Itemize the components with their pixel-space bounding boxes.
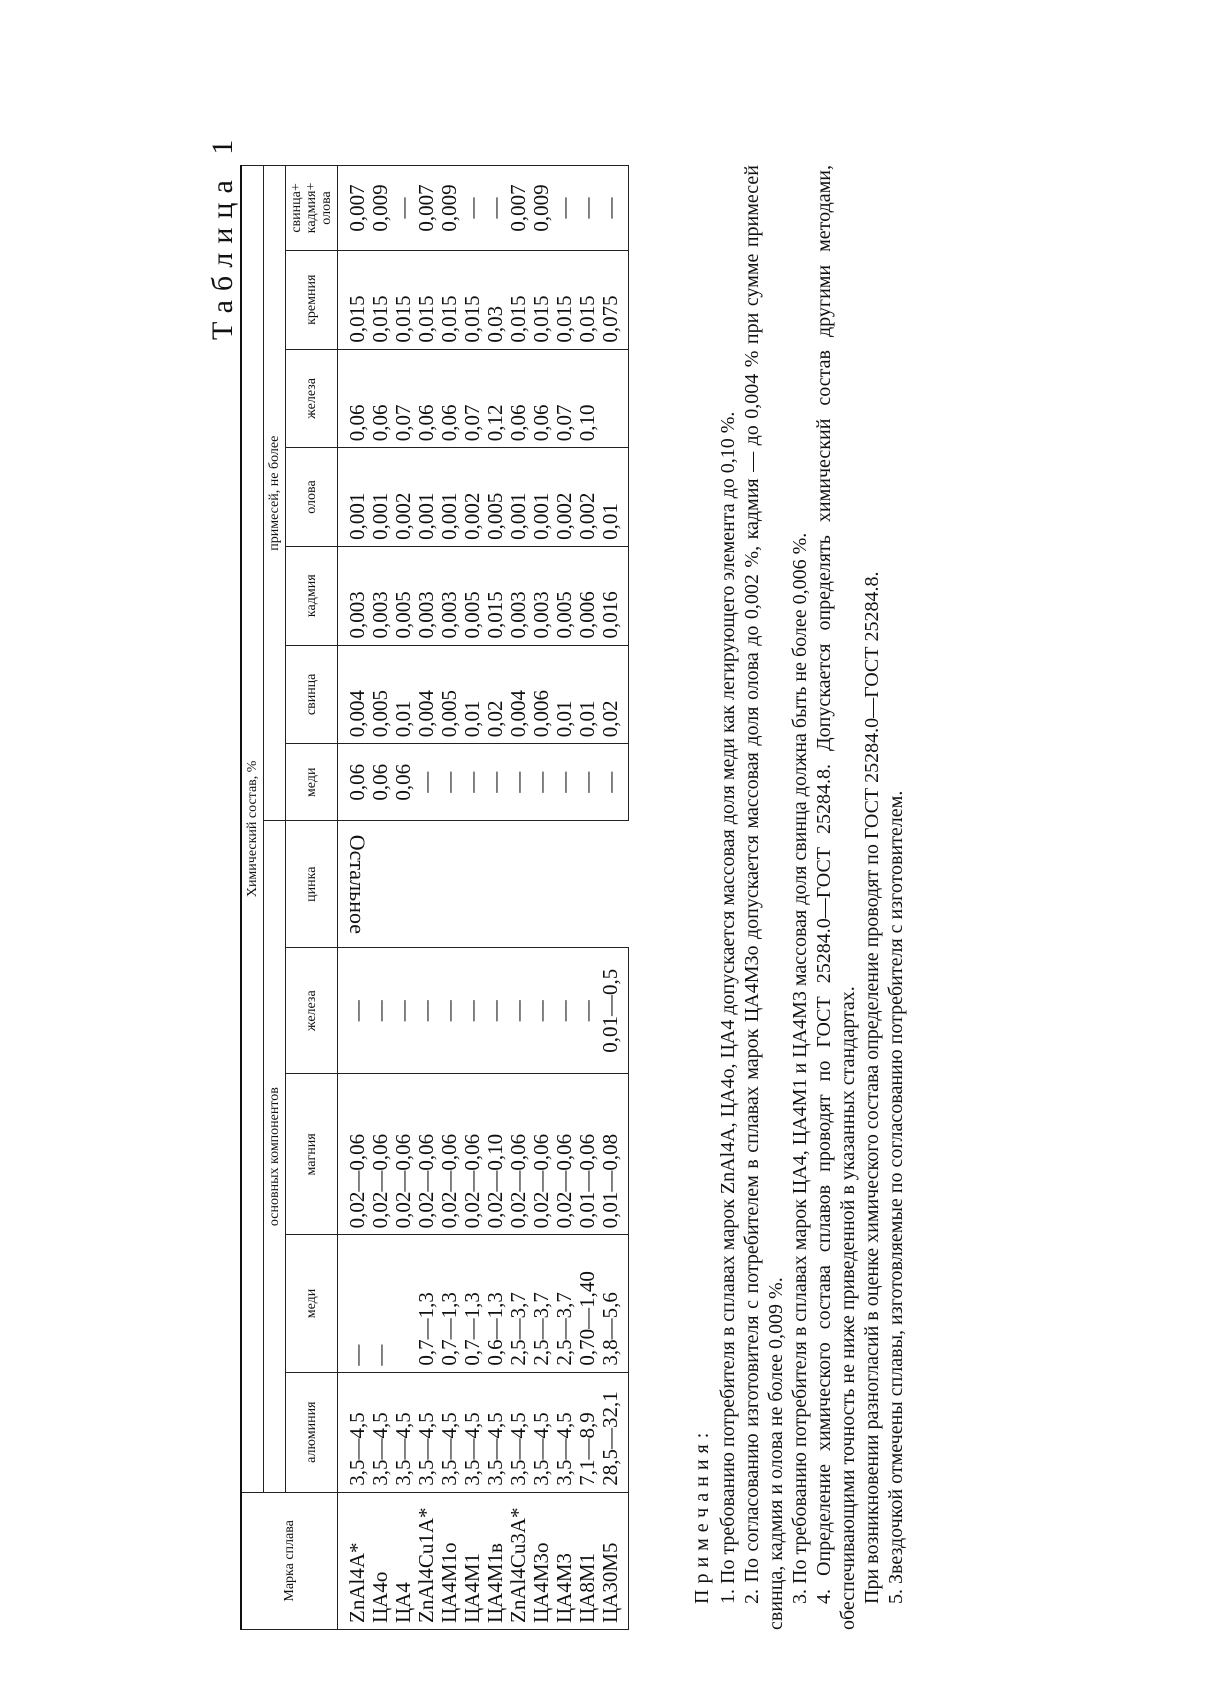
cell-cd: 0,016 xyxy=(599,546,629,645)
cell-grade: ZnAl4A* xyxy=(338,1492,370,1629)
cell-si: 0,03 xyxy=(484,250,507,349)
cell-cd: 0,003 xyxy=(338,546,370,645)
note-item: 5. Звездочкой отмечены сплавы, изготовляемые по согласованию потребителя с изготовителем. xyxy=(885,790,907,1604)
cell-mg: 0,02—0,06 xyxy=(369,1074,392,1235)
cell-sn: 0,002 xyxy=(392,448,415,547)
cell-cu: 0,70—1,40 xyxy=(576,1235,599,1372)
cell-sum: — xyxy=(461,166,484,251)
cell-imp-cu: — xyxy=(484,744,507,821)
cell-si: 0,015 xyxy=(507,250,530,349)
cell-sn: 0,001 xyxy=(415,448,438,547)
cell-imp-cu: 0,06 xyxy=(369,744,392,821)
cell-imp-fe: 0,10 xyxy=(576,349,599,448)
cell-cu: 0,7—1,3 xyxy=(438,1235,461,1372)
cell-al: 28,5—32,1 xyxy=(599,1372,629,1492)
cell-mg: 0,02—0,06 xyxy=(507,1074,530,1235)
cell-al: 3,5—4,5 xyxy=(415,1372,438,1492)
cell-imp-cu: — xyxy=(553,744,576,821)
cell-imp-cu: 0,06 xyxy=(392,744,415,821)
cell-mg: 0,02—0,06 xyxy=(338,1074,370,1235)
header-grade: Марка сплава xyxy=(241,1492,338,1629)
cell-mg: 0,02—0,06 xyxy=(392,1074,415,1235)
cell-sn: 0,01 xyxy=(599,448,629,547)
cell-al: 3,5—4,5 xyxy=(338,1372,370,1492)
cell-sum: — xyxy=(553,166,576,251)
cell-cu: 0,7—1,3 xyxy=(415,1235,438,1372)
header-col-fe: железа xyxy=(286,947,338,1074)
cell-cd: 0,005 xyxy=(553,546,576,645)
composition-table xyxy=(240,165,629,1630)
cell-sum: — xyxy=(599,166,629,251)
cell-sum: 0,009 xyxy=(438,166,461,251)
cell-fe: — xyxy=(392,947,415,1074)
header-col-cd: кадмия xyxy=(286,546,338,645)
cell-al: 3,5—4,5 xyxy=(438,1372,461,1492)
cell-sum: — xyxy=(576,166,599,251)
cell-imp-cu: — xyxy=(576,744,599,821)
cell-pb: 0,004 xyxy=(338,645,370,744)
cell-mg: 0,02—0,06 xyxy=(438,1074,461,1235)
cell-imp-fe: 0,06 xyxy=(530,349,553,448)
cell-grade: ZnAl4Cu3A* xyxy=(507,1492,530,1629)
header-col-mg: магния xyxy=(286,1074,338,1235)
cell-cu: 2,5—3,7 xyxy=(507,1235,530,1372)
cell-pb: 0,02 xyxy=(484,645,507,744)
cell-grade: ЦА4М1о xyxy=(438,1492,461,1629)
note-item: 4. Определение химического состава сплавов проводят по ГОСТ 25284.0—ГОСТ 25284.8. Допускается определять химический состав другими методами, обеспечивающими точность не ниже приведенной в указанных стандартах. xyxy=(813,165,859,1630)
note-item: 1. По требованию потребителя в сплавах марок ZnAl4A, ЦА4о, ЦА4 допускается массовая доля меди как легирующего элемента до 0,10 %. xyxy=(717,411,739,1604)
cell-sn: 0,002 xyxy=(461,448,484,547)
cell-cd: 0,003 xyxy=(530,546,553,645)
cell-cd: 0,015 xyxy=(484,546,507,645)
cell-fe: — xyxy=(484,947,507,1074)
cell-cd: 0,003 xyxy=(415,546,438,645)
cell-mg: 0,02—0,06 xyxy=(553,1074,576,1235)
cell-cd: 0,005 xyxy=(461,546,484,645)
cell-cu: 0,6—1,3 xyxy=(484,1235,507,1372)
cell-pb: 0,01 xyxy=(392,645,415,744)
table-row xyxy=(338,166,370,1630)
cell-imp-fe: 0,06 xyxy=(507,349,530,448)
cell-sn: 0,005 xyxy=(484,448,507,547)
cell-pb: 0,005 xyxy=(369,645,392,744)
cell-fe: — xyxy=(415,947,438,1074)
cell-fe: — xyxy=(507,947,530,1074)
cell-cu: 2,5—3,7 xyxy=(530,1235,553,1372)
cell-cd: 0,003 xyxy=(369,546,392,645)
cell-sum: — xyxy=(392,166,415,251)
cell-sn: 0,002 xyxy=(553,448,576,547)
cell-grade: ЦА4М1 xyxy=(461,1492,484,1629)
cell-mg: 0,02—0,06 xyxy=(415,1074,438,1235)
cell-zn-balance xyxy=(338,821,629,948)
cell-sum: 0,007 xyxy=(338,166,370,251)
cell-imp-fe: 0,06 xyxy=(369,349,392,448)
cell-mg: 0,01—0,08 xyxy=(599,1074,629,1235)
header-col-si: кремния xyxy=(286,250,338,349)
cell-cd: 0,003 xyxy=(507,546,530,645)
cell-sum: 0,009 xyxy=(369,166,392,251)
cell-si: 0,015 xyxy=(461,250,484,349)
cell-si: 0,015 xyxy=(338,250,370,349)
header-impurity-group: примесей, не более xyxy=(264,166,286,821)
cell-si: 0,015 xyxy=(553,250,576,349)
cell-grade: ЦА4М1в xyxy=(484,1492,507,1629)
zinc-balance-label: Остальное xyxy=(345,834,370,934)
cell-si: 0,015 xyxy=(392,250,415,349)
header-chem: Химический состав, % xyxy=(241,166,264,1493)
cell-pb: 0,004 xyxy=(507,645,530,744)
cell-sn: 0,001 xyxy=(530,448,553,547)
cell-sum: 0,007 xyxy=(415,166,438,251)
cell-imp-cu: 0,06 xyxy=(338,744,370,821)
table-caption: Таблица 1 xyxy=(206,130,239,340)
cell-imp-cu: — xyxy=(438,744,461,821)
cell-sn: 0,001 xyxy=(338,448,370,547)
cell-imp-cu: — xyxy=(415,744,438,821)
cell-sn: 0,002 xyxy=(576,448,599,547)
cell-fe: — xyxy=(530,947,553,1074)
header-col-imp-cu: меди xyxy=(286,744,338,821)
cell-si: 0,015 xyxy=(576,250,599,349)
cell-imp-fe: 0,07 xyxy=(461,349,484,448)
cell-si: 0,015 xyxy=(438,250,461,349)
cell-cd: 0,003 xyxy=(438,546,461,645)
cell-fe: — xyxy=(576,947,599,1074)
cell-grade: ЦА4М3 xyxy=(553,1492,576,1629)
rotated-page xyxy=(110,70,1110,1630)
cell-pb: 0,02 xyxy=(599,645,629,744)
cell-cd: 0,005 xyxy=(392,546,415,645)
cell-al: 3,5—4,5 xyxy=(553,1372,576,1492)
cell-si: 0,075 xyxy=(599,250,629,349)
cell-imp-cu: — xyxy=(461,744,484,821)
cell-pb: 0,01 xyxy=(461,645,484,744)
cell-grade: ЦА4о xyxy=(369,1492,392,1629)
cell-fe: — xyxy=(461,947,484,1074)
cell-grade: ЦА4 xyxy=(392,1492,415,1629)
note-item: При возникновении разногласий в оценке химического состава определение проводят по ГОСТ 25284.0—ГОСТ 25284.8. xyxy=(861,571,883,1604)
note-item: 3. По требованию потребителя в сплавах марок ЦА4, ЦА4М1 и ЦА4М3 массовая доля свинца должна быть не более 0,006 %. xyxy=(789,532,811,1604)
cell-fe: 0,01—0,5 xyxy=(599,947,629,1074)
header-col-al: алюминия xyxy=(286,1372,338,1492)
cell-imp-cu: — xyxy=(530,744,553,821)
cell-sn: 0,001 xyxy=(438,448,461,547)
header-col-sum: свинца+ кадмия+ олова xyxy=(286,166,338,251)
cell-imp-fe: 0,12 xyxy=(484,349,507,448)
cell-al: 3,5—4,5 xyxy=(530,1372,553,1492)
cell-al: 3,5—4,5 xyxy=(369,1372,392,1492)
notes-heading: Примечания: xyxy=(691,1426,713,1604)
cell-sn: 0,001 xyxy=(507,448,530,547)
cell-mg: 0,02—0,06 xyxy=(530,1074,553,1235)
cell-al: 3,5—4,5 xyxy=(461,1372,484,1492)
cell-imp-fe: 0,06 xyxy=(338,349,370,448)
cell-cu: 3,8—5,6 xyxy=(599,1235,629,1372)
header-col-sn: олова xyxy=(286,448,338,547)
cell-fe: — xyxy=(369,947,392,1074)
cell-al: 3,5—4,5 xyxy=(484,1372,507,1492)
cell-mg: 0,02—0,06 xyxy=(461,1074,484,1235)
cell-cu: — xyxy=(369,1235,392,1372)
cell-imp-fe: 0,07 xyxy=(553,349,576,448)
cell-cu: 2,5—3,7 xyxy=(553,1235,576,1372)
header-col-pb: свинца xyxy=(286,645,338,744)
cell-grade: ЦА8М1 xyxy=(576,1492,599,1629)
cell-grade: ЦА4М3о xyxy=(530,1492,553,1629)
cell-grade: ЦА30М5 xyxy=(599,1492,629,1629)
cell-pb: 0,005 xyxy=(438,645,461,744)
cell-imp-cu: — xyxy=(507,744,530,821)
cell-sum: — xyxy=(484,166,507,251)
cell-imp-fe: 0,07 xyxy=(392,349,415,448)
cell-imp-fe: 0,06 xyxy=(438,349,461,448)
cell-pb: 0,01 xyxy=(576,645,599,744)
cell-fe: — xyxy=(338,947,370,1074)
cell-pb: 0,004 xyxy=(415,645,438,744)
cell-al: 7,1—8,9 xyxy=(576,1372,599,1492)
cell-mg: 0,01—0,06 xyxy=(576,1074,599,1235)
header-col-imp-fe: железа xyxy=(286,349,338,448)
cell-si: 0,015 xyxy=(530,250,553,349)
header-col-zn: цинка xyxy=(286,821,338,948)
cell-pb: 0,006 xyxy=(530,645,553,744)
cell-cu xyxy=(392,1235,415,1372)
cell-si: 0,015 xyxy=(369,250,392,349)
cell-al: 3,5—4,5 xyxy=(507,1372,530,1492)
header-col-cu: меди xyxy=(286,1235,338,1372)
cell-sn: 0,001 xyxy=(369,448,392,547)
header-main-group: основных компонентов xyxy=(264,821,286,1492)
cell-imp-fe xyxy=(599,349,629,448)
cell-imp-fe: 0,06 xyxy=(415,349,438,448)
cell-si: 0,015 xyxy=(415,250,438,349)
cell-sum: 0,007 xyxy=(507,166,530,251)
cell-fe: — xyxy=(438,947,461,1074)
cell-cu: — xyxy=(338,1235,370,1372)
notes xyxy=(690,165,908,1630)
cell-pb: 0,01 xyxy=(553,645,576,744)
cell-al: 3,5—4,5 xyxy=(392,1372,415,1492)
cell-imp-cu: — xyxy=(599,744,629,821)
cell-grade: ZnAl4Cu1A* xyxy=(415,1492,438,1629)
note-item: 2. По согласованию изготовителя с потребителем в сплавах марок ЦА4М3о допускается массовая доля олова до 0,002 %, кадмия — до 0,004 % при сумме примесей свинца, кадмия и олова не более 0,009 %. xyxy=(741,165,787,1630)
cell-fe: — xyxy=(553,947,576,1074)
cell-sum: 0,009 xyxy=(530,166,553,251)
cell-mg: 0,02—0,10 xyxy=(484,1074,507,1235)
cell-cd: 0,006 xyxy=(576,546,599,645)
cell-cu: 0,7—1,3 xyxy=(461,1235,484,1372)
